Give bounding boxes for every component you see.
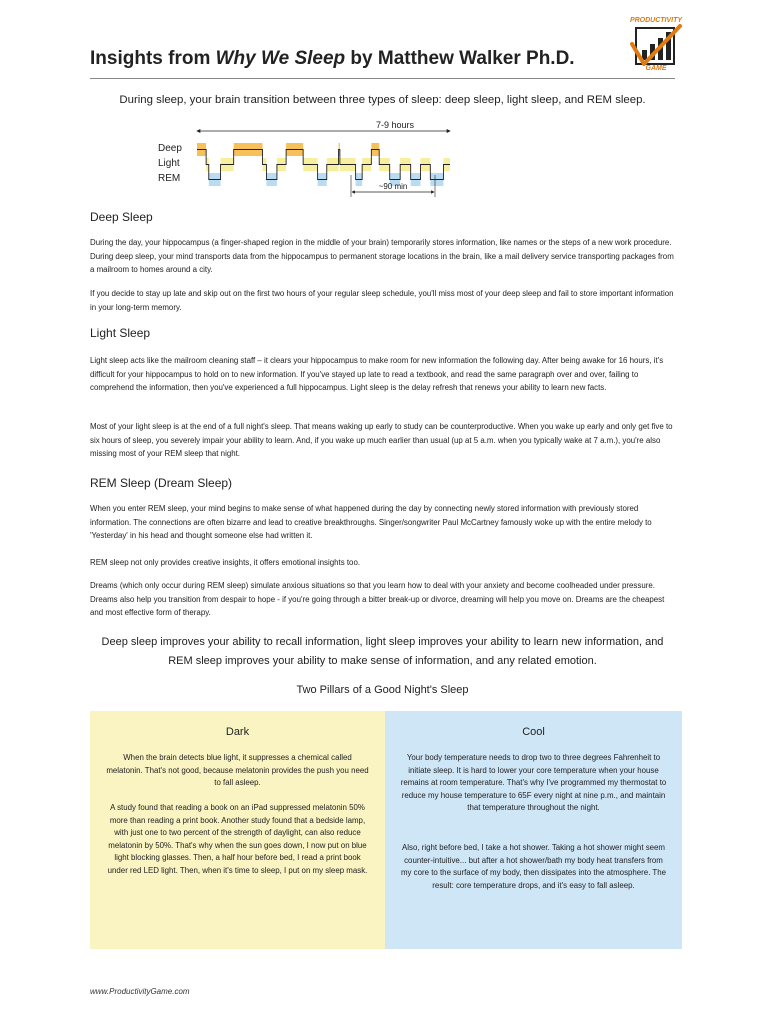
cool-pillar-box xyxy=(385,711,682,949)
pillars-title: Two Pillars of a Good Night's Sleep xyxy=(296,684,469,696)
row-label-light: Light xyxy=(158,158,180,169)
light-sleep-paragraph-2: Most of your light sleep is at the end of a full night's sleep. That means waking up early to study can be counterproductive. When you wake up early and only get five to six hours of sleep, you severely impair your ability to learn. And, if you wake up much earlier than usual (up at 5 a.m. when you typically wake at 7 a.m.), you're also missing most of your REM sleep that night. xyxy=(90,422,673,458)
title-book: Why We Sleep xyxy=(215,48,346,69)
dark-pillar-paragraph-1: When the brain detects blue light, it suppresses a chemical called melatonin. That's not good, because melatonin provides the push you need to fall asleep. xyxy=(106,753,369,788)
page-title xyxy=(90,48,575,70)
dark-pillar-paragraph-2: A study found that reading a book on an iPad suppressed melatonin 50% more than reading a print book. Another study found that a bedside lamp, with just one to two percent of the strength of daylight, can also reduce melatonin by 50%. That's why when the sun goes down, I now put on blue light blocking glasses. Then, a half hour before bed, I read a print book under red LED light. Then, when it's time to sleep, I put on my sleep mask. xyxy=(107,803,368,875)
productivity-game-logo xyxy=(626,14,686,74)
sleep-cycle-diagram xyxy=(155,115,455,200)
rem-sleep-paragraph-1: When you enter REM sleep, your mind begins to make sense of what happened during the day by connecting newly stored information with previously stored information. The connections are often bizarre and lead to creative breakthroughs. Singer/songwriter Paul McCartney famously woke up with the entire melody to 'Yesterday' in his head and thought someone else had written it. xyxy=(90,504,652,540)
footer-website: www.ProductivityGame.com xyxy=(90,987,190,996)
title-suffix: by Matthew Walker Ph.D. xyxy=(345,48,575,69)
cool-pillar-paragraph-1: Your body temperature needs to drop two to three degrees Fahrenheit to initiate sleep. It is hard to lower your core temperature when your house remains at room temperature. That's why I've programmed my thermostat to reduce my house temperature to 65F every night at nine p.m., and maintain that temperature throughout the night. xyxy=(400,753,667,813)
cool-pillar-paragraph-2: Also, right before bed, I take a hot shower. Taking a hot shower might seem counter-intuitive... but after a hot shower/bath my body heat transfers from my core to the surface of my body, then dissipates into the atmosphere. The result: core temperature drops, and it's easy to fall asleep. xyxy=(400,843,667,890)
light-sleep-heading: Light Sleep xyxy=(90,326,151,340)
title-prefix: Insights from xyxy=(90,48,216,69)
logo-text-bottom: GAME xyxy=(645,65,667,72)
dark-pillar-heading: Dark xyxy=(225,726,250,738)
deep-sleep-paragraph-1: During the day, your hippocampus (a finger-shaped region in the middle of your brain) temporarily stores information, like names or the steps of a new work procedure. During deep sleep, your mind transports data from the hippocampus to permanent storage locations in the brain, like a mail delivery service transporting packages from a mailroom to homes around a city. xyxy=(90,238,674,274)
row-label-rem: REM xyxy=(158,173,181,184)
dark-pillar-box xyxy=(90,711,385,949)
deep-sleep-heading: Deep Sleep xyxy=(90,210,153,224)
rem-sleep-paragraph-3: Dreams (which only occur during REM sleep) simulate anxious situations so that you learn how to deal with your anxiety and become coolheaded under pressure. Dreams also help you transition from despair to hope - if you're going through a bitter break-up or divorce, dreaming will help you move on. Dreams are the cheapest and most effective form of therapy. xyxy=(90,581,665,617)
deep-sleep-paragraph-2: If you decide to stay up late and skip out on the first two hours of your regular sleep schedule, you'll miss most of your deep sleep and fail to store important information in your long-term memory. xyxy=(90,289,674,312)
rem-sleep-paragraph-2: REM sleep not only provides creative insights, it offers emotional insights too. xyxy=(90,558,361,567)
total-duration-label: 7-9 hours xyxy=(375,120,415,130)
header-divider xyxy=(90,78,675,79)
row-label-deep: Deep xyxy=(158,143,182,154)
logo-text-top: PRODUCTIVITY xyxy=(629,17,683,24)
cool-pillar-heading: Cool xyxy=(522,726,545,738)
cycle-duration-label: ~90 min xyxy=(378,182,408,191)
summary-callout: Deep sleep improves your ability to recall information, light sleep improves your ability to learn new information, and REM sleep improves your ability to make sense of information, and any related emotion. xyxy=(101,636,664,667)
rem-sleep-heading: REM Sleep (Dream Sleep) xyxy=(90,476,233,490)
light-sleep-paragraph-1: Light sleep acts like the mailroom cleaning staff – it clears your hippocampus to make room for new information the following day. After being awake for 16 hours, it's difficult for your hippocampus to hold on to new information. If you've stayed up late to read a textbook, and read the same paragraph over and over, failing to comprehend the information, then you've experienced a full hippocampus. Light sleep is the delay refresh that renews your ability to learn new facts. xyxy=(90,356,664,392)
intro-text: During sleep, your brain transition between three types of sleep: deep sleep, light sleep, and REM sleep. xyxy=(119,94,646,106)
